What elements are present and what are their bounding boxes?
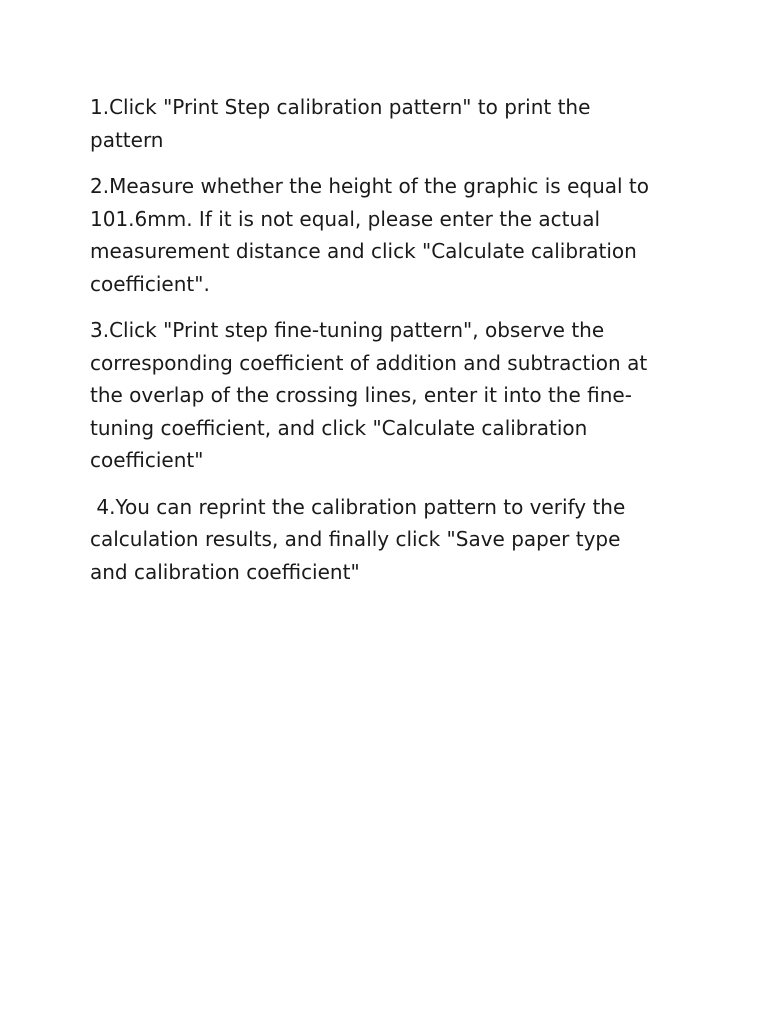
instruction-step-4: 4.You can reprint the calibration pattern to verify the calculation results, and finally click "Save paper type and calibration coefficient" (90, 494, 632, 584)
instruction-step-3: 3.Click "Print step fine-tuning pattern", observe the corresponding coefficient of addition and subtraction at the overlap of the crossing lines, enter it into the fine-tuning coefficient, and click "Calculate calibration coefficient" (90, 318, 654, 472)
instructions-text (90, 91, 656, 602)
instruction-step-2: 2.Measure whether the height of the graphic is equal to 101.6mm. If it is not equal, please enter the actual measurement distance and click "Calculate calibration coefficient". (90, 174, 656, 296)
instruction-step-1: 1.Click "Print Step calibration pattern" to print the pattern (90, 95, 597, 152)
